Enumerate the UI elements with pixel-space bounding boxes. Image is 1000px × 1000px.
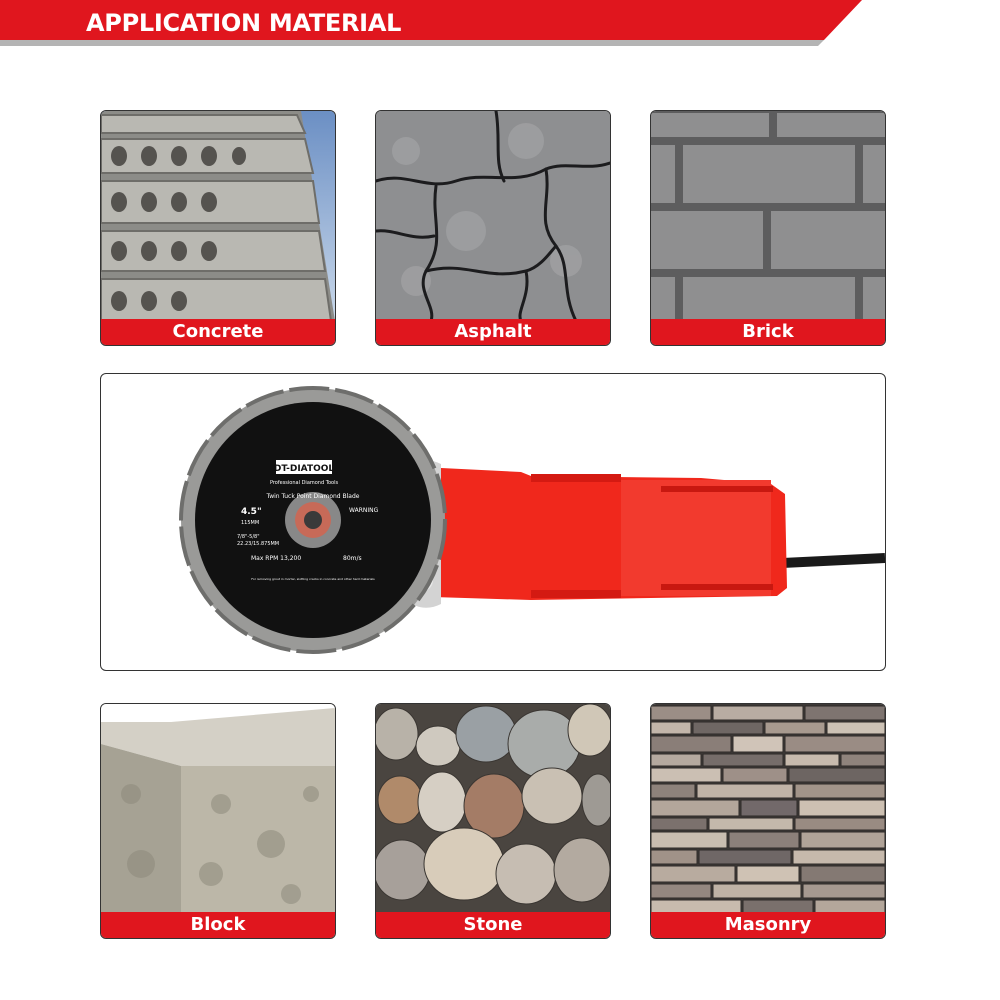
blade-usage-note: For removing grout in mortar, slotting cracks in concrete and other hard materials [251, 577, 375, 581]
blade-warning: WARNING [349, 507, 379, 514]
brick-photo [651, 111, 885, 321]
blade-tagline: Professional Diamond Tools [269, 480, 339, 486]
tool-panel [100, 373, 886, 671]
angle-grinder-illustration [101, 374, 885, 670]
material-card-stone [375, 703, 611, 939]
blade-speed: 80m/s [343, 555, 362, 562]
blade-arbor: 7/8"-5/8" [237, 534, 260, 540]
blade-size-mm: 115MM [241, 520, 260, 526]
asphalt-photo [376, 111, 610, 321]
masonry-photo [651, 704, 885, 914]
grinder-body [391, 460, 787, 608]
blade-size: 4.5" [241, 507, 262, 517]
material-label-brick: Brick [651, 319, 885, 345]
block-photo [101, 704, 335, 914]
concrete-photo [101, 111, 335, 321]
blade-arbor-mm: 22.23/15.875MM [237, 541, 280, 547]
material-label-concrete: Concrete [101, 319, 335, 345]
blade-max-rpm: Max RPM 13,200 [251, 555, 302, 562]
stone-photo [376, 704, 610, 914]
blade-brand: DT-DIATOOL [273, 464, 335, 474]
material-card-brick [650, 110, 886, 346]
material-card-masonry [650, 703, 886, 939]
blade-name: Twin Tuck Point Diamond Blade [266, 493, 360, 500]
material-label-stone: Stone [376, 912, 610, 938]
material-card-concrete [100, 110, 336, 346]
page-title: APPLICATION MATERIAL [86, 9, 402, 37]
material-label-block: Block [101, 912, 335, 938]
material-label-masonry: Masonry [651, 912, 885, 938]
diamond-blade [181, 388, 445, 652]
material-card-asphalt [375, 110, 611, 346]
material-card-block [100, 703, 336, 939]
material-label-asphalt: Asphalt [376, 319, 610, 345]
